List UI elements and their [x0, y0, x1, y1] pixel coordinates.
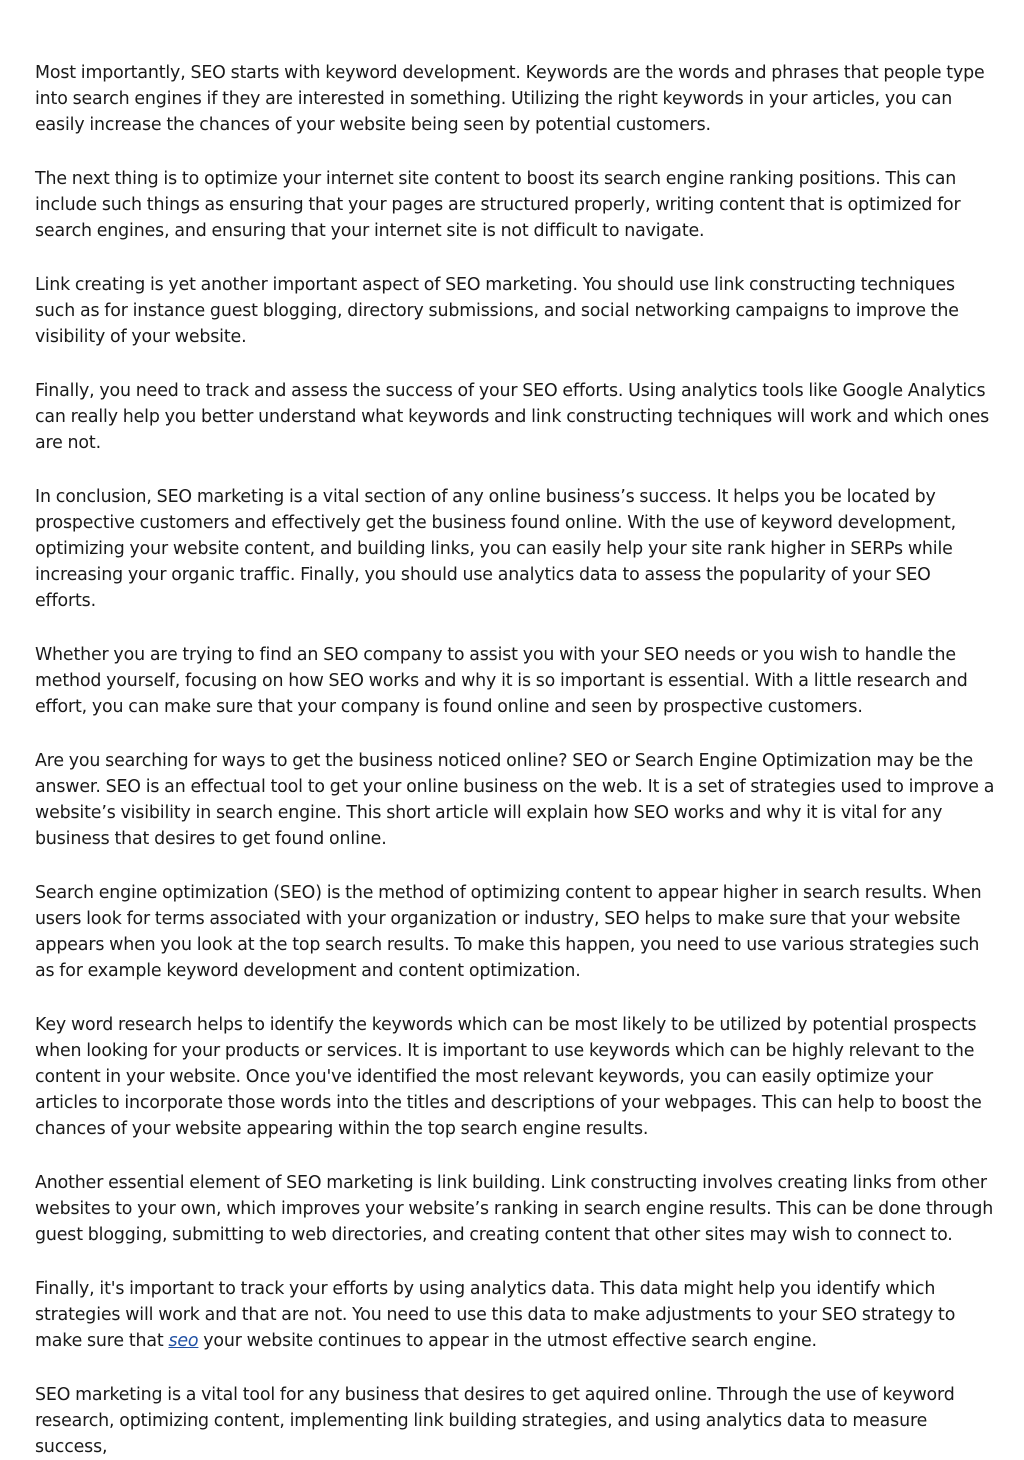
paragraph-link-building: Another essential element of SEO marketing is link building. Link constructing involves creating links from other websites to your own, which improves your website’s ranking in search engine results. This can be done through guest blogging, submitting to web directories, and creating content that other sites may wish to connect to.	[35, 1173, 994, 1245]
paragraph-seo-company: Whether you are trying to find an SEO company to assist you with your SEO needs or you wish to handle the method yourself, focusing on how SEO works and why it is so important is essential. With a little research and effort, you can make sure that your company is found online and seen by prospective customers.	[35, 645, 968, 717]
paragraph-analytics	[35, 1276, 995, 1354]
paragraph-keyword-development: Most importantly, SEO starts with keyword development. Keywords are the words and phrases that people type into search engines if they are interested in something. Utilizing the right keywords in your articles, you can easily increase the chances of your website being seen by potential customers.	[35, 63, 985, 135]
seo-link[interactable]: seo	[168, 1331, 199, 1351]
paragraph-vital-tool: SEO marketing is a vital tool for any business that desires to get aquired online. Through the use of keyword research, optimizing content, implementing link building strategies, and using analytics data to measure success,	[35, 1385, 955, 1457]
paragraph-analytics-text-after: your website continues to appear in the utmost effective search engine.	[198, 1331, 817, 1351]
paragraph-analytics-text-before: Finally, it's important to track your efforts by using analytics data. This data might help you identify which strategies will work and that are not. You need to use this data to make adjustments to your SEO strategy to make sure that	[35, 1279, 956, 1351]
paragraph-seo-definition: Search engine optimization (SEO) is the method of optimizing content to appear higher in search results. When users look for terms associated with your organization or industry, SEO helps to make sure that your website appears when you look at the top search results. To make this happen, you need to use various strategies such as for example keyword development and content optimization.	[35, 883, 982, 981]
paragraph-link-creating: Link creating is yet another important aspect of SEO marketing. You should use link constructing techniques such as for instance guest blogging, directory submissions, and social networking campaigns to improve the visibility of your website.	[35, 275, 959, 347]
document-body	[35, 60, 995, 1460]
paragraph-keyword-research: Key word research helps to identify the keywords which can be most likely to be utilized by potential prospects when looking for your products or services. It is important to use keywords which can be highly relevant to the content in your website. Once you've identified the most relevant keywords, you can easily optimize your articles to incorporate those words into the titles and descriptions of your webpages. This can help to boost the chances of your website appearing within the top search engine results.	[35, 1015, 982, 1139]
paragraph-site-content: The next thing is to optimize your internet site content to boost its search engine ranking positions. This can include such things as ensuring that your pages are structured properly, writing content that is optimized for search engines, and ensuring that your internet site is not difficult to navigate.	[35, 169, 961, 241]
paragraph-conclusion: In conclusion, SEO marketing is a vital section of any online business’s success. It helps you be located by prospective customers and effectively get the business found online. With the use of keyword development, optimizing your website content, and building links, you can easily help your site rank higher in SERPs while increasing your organic traffic. Finally, you should use analytics data to assess the popularity of your SEO efforts.	[35, 487, 957, 611]
paragraph-track-success: Finally, you need to track and assess the success of your SEO efforts. Using analytics tools like Google Analytics can really help you better understand what keywords and link constructing techniques will work and which ones are not.	[35, 381, 990, 453]
paragraph-business-noticed: Are you searching for ways to get the business noticed online? SEO or Search Engine Optimization may be the answer. SEO is an effectual tool to get your online business on the web. It is a set of strategies used to improve a website’s visibility in search engine. This short article will explain how SEO works and why it is vital for any business that desires to get found online.	[35, 751, 995, 849]
